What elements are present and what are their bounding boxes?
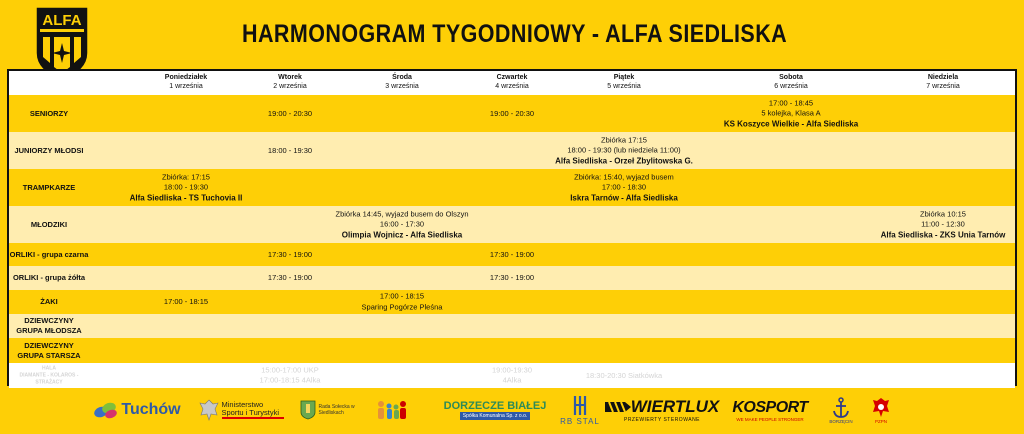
family-figures-icon <box>376 399 408 421</box>
sponsor-subtitle: WE MAKE PEOPLE STRONGER <box>736 416 804 422</box>
row-label-line: GRUPA MŁODSZA <box>16 326 82 335</box>
cell-line: 19:00 - 20:30 <box>267 108 313 118</box>
row-label-line: SENIORZY <box>29 108 69 118</box>
day-name: Niedziela <box>927 74 959 81</box>
page-title: HARMONOGRAM TYGODNIOWY - ALFA SIEDLISKA <box>242 20 788 48</box>
logo-text: ALFA <box>42 12 82 29</box>
schedule-cell <box>336 209 469 241</box>
eagle-emblem-icon <box>199 398 219 422</box>
cell-line: 18:00 - 19:30 (lub niedziela 11:00) <box>567 145 681 155</box>
cell-line: 5 kolejka, Klasa A <box>761 108 821 118</box>
cell-line: 19:00-19:30 <box>491 365 533 374</box>
schedule-cell <box>268 249 312 260</box>
schedule-cell <box>268 145 312 156</box>
sponsor-name: Rada Sołecka w Siedliskach <box>318 404 355 416</box>
cell-line: 17:30 - 19:00 <box>267 249 313 259</box>
day-header <box>926 73 959 91</box>
day-header <box>273 73 306 91</box>
sponsor-dorzecze-bialej-logo <box>443 386 547 434</box>
schedule-cell <box>881 209 1006 241</box>
cell-line: 16:00 - 17:30 <box>379 219 425 229</box>
days-header <box>9 71 1015 95</box>
day-date: 7 września <box>926 83 960 90</box>
row-label-line: ORLIKI - grupa czarna <box>9 249 89 259</box>
row-label <box>9 273 89 283</box>
sponsor-wiertlux-logo <box>612 386 720 434</box>
match-fixture: Iskra Tarnów - Alfa Siedliska <box>570 192 678 202</box>
schedule-cell <box>490 273 534 284</box>
cell-line: 17:30 - 19:00 <box>267 272 313 282</box>
row-mlodziki <box>9 206 1015 243</box>
sponsor-subtitle: PRZEWIERTY STEROWANE <box>623 417 701 423</box>
match-fixture: Olimpia Wojnicz - Alfa Siedliska <box>341 229 463 239</box>
sponsor-name: Ministerstwo Sportu i Turystyki <box>222 401 284 419</box>
drill-stripes-icon <box>605 400 631 414</box>
anchor-icon <box>832 397 850 419</box>
day-header <box>165 73 207 91</box>
sponsor-ministerstwo-logo <box>196 386 286 434</box>
cell-line: 4Alka <box>502 375 522 385</box>
schedule-cell <box>362 292 443 313</box>
schedule-cell <box>268 273 312 284</box>
day-date: 2 września <box>273 83 307 90</box>
day-header <box>385 73 418 91</box>
row-orliki-czarna <box>9 243 1015 266</box>
cell-line: 18:30-20:30 Siatkówka <box>585 370 663 380</box>
sponsor-name: DORZECZE BIAŁEJ <box>443 400 547 412</box>
match-fixture: Alfa Siedliska - ZKS Unia Tarnów <box>880 229 1006 239</box>
row-label-line: TRAMPKARZE <box>22 182 76 192</box>
row-label <box>9 220 89 230</box>
row-label-line: DZIEWCZYNY <box>24 316 74 325</box>
day-date: 6 września <box>774 83 808 90</box>
sponsor-family-logo <box>374 386 410 434</box>
row-label-line: GRUPA STARSZA <box>17 350 81 360</box>
row-label-line: MŁODZIKI <box>30 219 68 229</box>
row-dziewczyny-starsza <box>9 338 1015 363</box>
sponsor-name: RB STAL <box>560 416 600 426</box>
day-name: Piątek <box>613 74 635 81</box>
row-zaki <box>9 290 1015 314</box>
cell-line: 11:00 - 12:30 <box>921 219 965 229</box>
rb-stal-emblem-icon <box>572 395 588 417</box>
cell-line: Zbiórka: 17:15 <box>162 171 210 181</box>
cell-line: 19:00 - 20:30 <box>489 108 535 118</box>
row-seniorzy <box>9 95 1015 132</box>
cell-line: 17:30 - 19:00 <box>489 272 535 282</box>
cell-line: 18:00 - 19:30 <box>267 145 313 155</box>
day-header <box>495 73 528 91</box>
row-label-line: DZIEWCZYNY <box>24 340 74 350</box>
cell-line: Zbiórka 14:45, wyjazd busem do Olszyn <box>335 208 469 218</box>
day-date: 5 września <box>607 83 641 90</box>
row-label-line: JUNIORZY MŁODSI <box>14 145 84 155</box>
sponsor-rb-stal-logo <box>558 386 602 434</box>
match-fixture: KS Koszyce Wielkie - Alfa Siedliska <box>723 118 859 128</box>
tuchow-leaf-icon <box>93 400 119 420</box>
sponsor-name: BORZĘCIN <box>829 418 853 424</box>
day-name: Czwartek <box>496 74 528 81</box>
schedule-cell <box>492 365 532 386</box>
cell-line: 17:00 - 18:30 <box>601 182 647 192</box>
cell-line: 18:00 - 19:30 <box>163 182 209 192</box>
sponsor-subtitle: Spółka Komunalna Sp. z o.o. <box>460 412 531 420</box>
cell-line: 17:00 - 18:15 <box>163 296 209 306</box>
row-label <box>9 183 89 193</box>
match-fixture: Alfa Siedliska - TS Tuchovia II <box>129 192 243 202</box>
row-label-line: DIAMANTE - KOLAROS - STRAŻACY <box>19 372 79 385</box>
schedule-table <box>7 69 1017 386</box>
schedule-cell <box>570 172 678 204</box>
cell-line: 17:00-18:15 4Alka <box>259 375 321 385</box>
row-trampkarze <box>9 169 1015 206</box>
row-label <box>9 365 89 386</box>
day-header <box>774 73 807 91</box>
schedule-cell <box>724 98 858 130</box>
row-orliki-zolta <box>9 266 1015 290</box>
sponsor-tuchow-logo <box>92 386 182 434</box>
cell-line: 17:30 - 19:00 <box>489 249 535 259</box>
schedule-cell <box>490 108 534 119</box>
cell-line: 15:00-17:00 UKP <box>261 365 319 374</box>
row-label <box>9 146 89 156</box>
day-name: Środa <box>392 74 412 81</box>
cell-line: 17:00 - 18:45 <box>768 97 814 107</box>
row-label <box>9 109 89 119</box>
day-name: Wtorek <box>278 74 302 81</box>
row-hala <box>9 363 1015 388</box>
cell-line: 17:00 - 18:15 <box>379 291 425 301</box>
schedule-cell <box>586 370 662 381</box>
coat-of-arms-icon <box>300 400 316 420</box>
day-name: Sobota <box>779 74 803 81</box>
row-label-line: ŻAKI <box>40 297 58 306</box>
cell-line: Sparing Pogórze Pleśna <box>361 302 443 311</box>
schedule-cell <box>260 365 321 386</box>
schedule-cell <box>490 249 534 260</box>
cell-line: Zbiórka 10:15 <box>920 208 966 218</box>
cell-line: Zbiórka: 15:40, wyjazd busem <box>574 171 674 181</box>
row-label-line: ORLIKI - grupa żółta <box>12 273 86 282</box>
schedule-cell <box>555 135 693 167</box>
sponsor-name: Tuchów <box>121 401 181 418</box>
day-header <box>607 73 640 91</box>
day-name: Poniedziałek <box>164 74 208 81</box>
sponsor-name: PZPN <box>874 418 887 424</box>
sponsor-kosport-logo <box>733 386 807 434</box>
day-date: 4 września <box>495 83 529 90</box>
sponsor-name: KOSPORT <box>732 398 808 416</box>
sponsors-bar <box>0 386 1024 434</box>
sponsor-pzpn-logo <box>866 386 896 434</box>
row-label <box>9 316 89 336</box>
sponsor-rada-solecka-logo <box>298 386 360 434</box>
day-date: 3 września <box>385 83 419 90</box>
cell-line: Zbiórka 17:15 <box>601 134 647 144</box>
schedule-cell <box>268 108 312 119</box>
day-date: 1 września <box>169 83 203 90</box>
sponsor-borzecin-logo <box>826 386 856 434</box>
row-juniorzy-mlodsi <box>9 132 1015 169</box>
schedule-cell <box>130 172 243 204</box>
sponsor-name: WIERTLUX <box>630 397 720 416</box>
match-fixture: Alfa Siedliska - Orzeł Zbylitowska G. <box>555 155 693 165</box>
row-label <box>9 297 89 307</box>
row-label <box>9 341 89 361</box>
schedule-cell <box>164 297 208 308</box>
row-label <box>9 250 89 260</box>
row-dziewczyny-mlodsza <box>9 314 1015 338</box>
pzpn-eagle-icon <box>872 397 890 419</box>
row-label-line: HALA <box>42 365 56 371</box>
